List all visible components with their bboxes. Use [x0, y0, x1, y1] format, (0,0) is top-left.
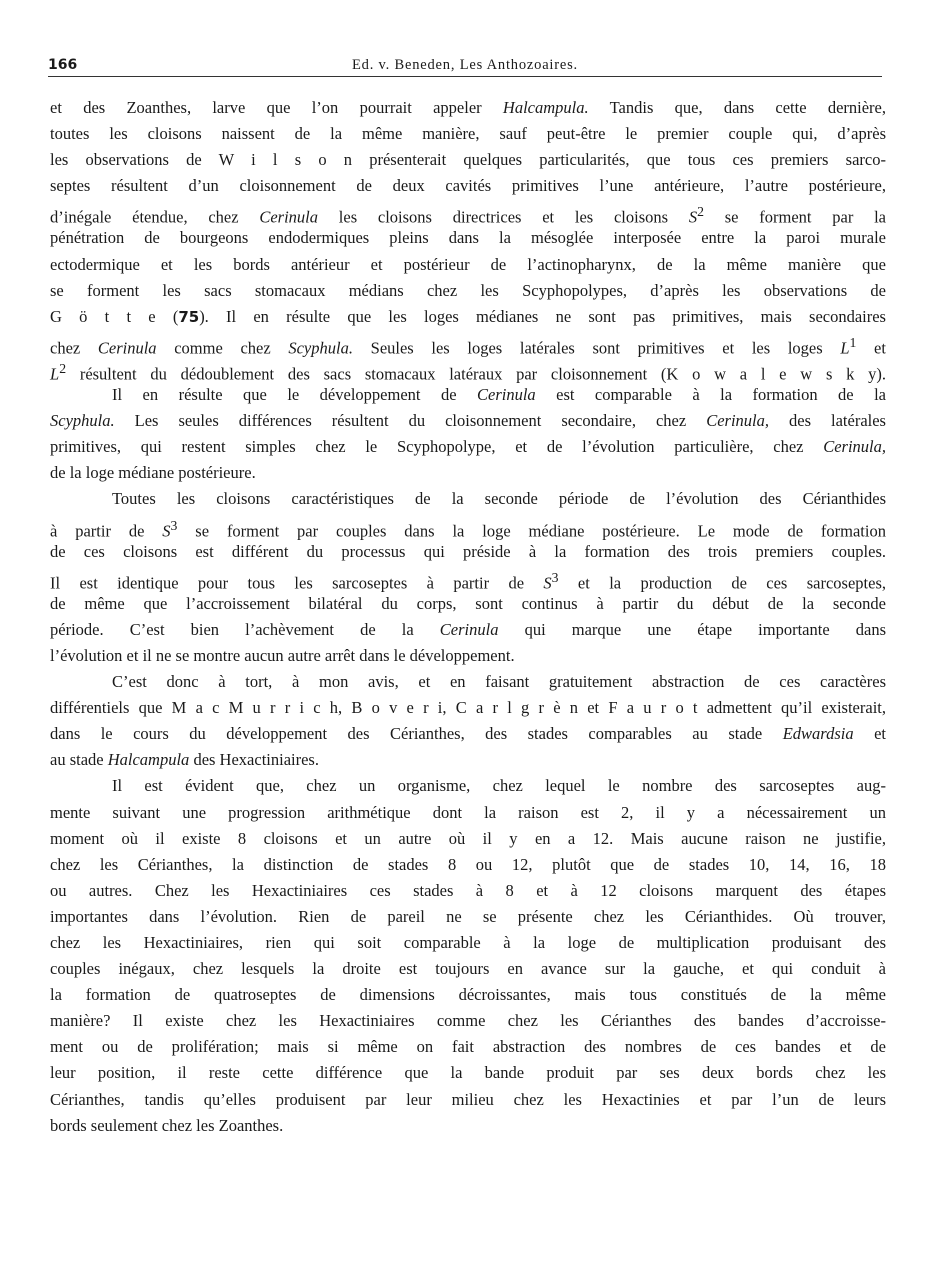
- text-line: d’inégale étendue, chez Cerinula les cloisons directrices et les cloisons $S^2$ se forment par la: [50, 204, 886, 227]
- text-line: les observations de W i l s o n présenterait quelques particularités, que tous ces premiers sarco-: [50, 150, 886, 170]
- text-line: ment ou de prolifération; mais si même on fait abstraction des nombres de ces bandes et de: [50, 1037, 886, 1057]
- text-line: couples inégaux, chez lesquels la droite est toujours en avance sur la gauche, et qui conduit à: [50, 959, 886, 979]
- text-line: moment où il existe 8 cloisons et un autre où il y en a 12. Mais aucune raison ne justifie,: [50, 828, 886, 848]
- text-line: chez les Hexactiniaires, rien qui soit comparable à la loge de multiplication produisant des: [50, 933, 886, 952]
- text-line: mente suivant une progression arithmétique dont la raison est 2, il y a nécessairement un: [50, 802, 886, 822]
- text-line: au stade Halcampula des Hexactiniaires.: [50, 750, 319, 770]
- text-line: C’est donc à tort, à mon avis, et en faisant gratuitement abstraction de ces caractères: [112, 672, 886, 692]
- text-line: G ö t t e (75). Il en résulte que les loges médianes ne sont pas primitives, mais secondaires: [50, 306, 886, 326]
- text-line: Il est évident que, chez un organisme, chez lequel le nombre des sarcoseptes aug-: [112, 776, 886, 796]
- running-header: [48, 55, 882, 77]
- text-line: leur position, il reste cette différence que la bande produit par ses deux bords chez les: [50, 1063, 886, 1083]
- text-line: et des Zoanthes, larve que l’on pourrait appeler Halcampula. Tandis que, dans cette dernière,: [50, 98, 886, 117]
- text-line: de ces cloisons est différent du processus qui préside à la formation des trois premiers couples.: [50, 541, 886, 561]
- text-line: chez Cerinula comme chez Scyphula. Seules les loges latérales sont primitives et les loges $L^1$ et: [50, 334, 886, 358]
- text-line: bords seulement chez les Zoanthes.: [50, 1115, 284, 1135]
- running-title: Ed. v. Beneden, Les Anthozoaires.: [352, 57, 578, 73]
- text-line: importantes dans l’évolution. Rien de pareil ne se présente chez les Cérianthides. Où trouver,: [50, 906, 886, 926]
- text-line: dans le cours du développement des Cérianthes, des stades comparables au stade Edwardsia et: [50, 724, 886, 744]
- page-number: 166: [48, 57, 78, 73]
- body-text: [50, 95, 886, 1139]
- text-line: la formation de quatroseptes de dimensions décroissantes, mais tous constitués de la même: [50, 985, 886, 1005]
- text-line: Toutes les cloisons caractéristiques de la seconde période de l’évolution des Cérianthides: [112, 489, 886, 509]
- text-line: manière? Il existe chez les Hexactiniaires comme chez les Cérianthes des bandes d’accroisse-: [50, 1011, 886, 1031]
- text-line: Il en résulte que le développement de Cerinula est comparable à la formation de la: [112, 385, 886, 405]
- text-line: période. C’est bien l’achèvement de la Cerinula qui marque une étape importante dans: [50, 619, 886, 639]
- text-line: ou autres. Chez les Hexactiniaires ces stades à 8 et à 12 cloisons marquent des étapes: [50, 880, 886, 900]
- text-line: à partir de $S^3$ se forment par couples dans la loge médiane postérieure. Le mode de formation: [50, 517, 886, 540]
- text-line: Il est identique pour tous les sarcoseptes à partir de $S^3$ et la production de ces sarcoseptes,: [50, 569, 886, 593]
- text-line: se forment les sacs stomacaux médians chez les Scyphopolypes, d’après les observations de: [50, 280, 886, 300]
- text-line: pénétration de bourgeons endodermiques pleins dans la mésoglée interposée entre la paroi murale: [50, 228, 886, 248]
- text-line: $L^2$ résultent du dédoublement des sacs stomacaux latéraux par cloisonnement (K o w a l e w s k y).: [50, 360, 886, 384]
- text-line: Cérianthes, tandis qu’elles produisent par leur milieu chez les Hexactinies et par l’un de leurs: [50, 1089, 886, 1109]
- text-line: de la loge médiane postérieure.: [50, 463, 256, 483]
- text-line: chez les Cérianthes, la distinction de stades 8 ou 12, plutôt que de stades 10, 14, 16, 18: [50, 854, 886, 874]
- text-line: différentiels que M a c M u r r i c h, B o v e r i, C a r l g r è n et F a u r o t admettent qu’il existerait,: [50, 698, 886, 718]
- text-line: toutes les cloisons naissent de la même manière, sauf peut-être le premier couple qui, d’après: [50, 124, 886, 144]
- text-line: ectodermique et les bords antérieur et postérieur de l’actinopharynx, de la même manière que: [50, 254, 886, 274]
- header-rule: [48, 76, 882, 77]
- text-line: l’évolution et il ne se montre aucun autre arrêt dans le développement.: [50, 645, 515, 665]
- text-line: Scyphula. Les seules différences résultent du cloisonnement secondaire, chez Cerinula, des latérales: [50, 411, 886, 431]
- text-line: de même que l’accroissement bilatéral du corps, sont continus à partir du début de la seconde: [50, 593, 886, 613]
- text-line: septes résultent d’un cloisonnement de deux cavités primitives l’une antérieure, l’autre postérieure,: [50, 176, 886, 196]
- text-line: primitives, qui restent simples chez le Scyphopolype, et de l’évolution particulière, chez Cerinula,: [50, 437, 886, 457]
